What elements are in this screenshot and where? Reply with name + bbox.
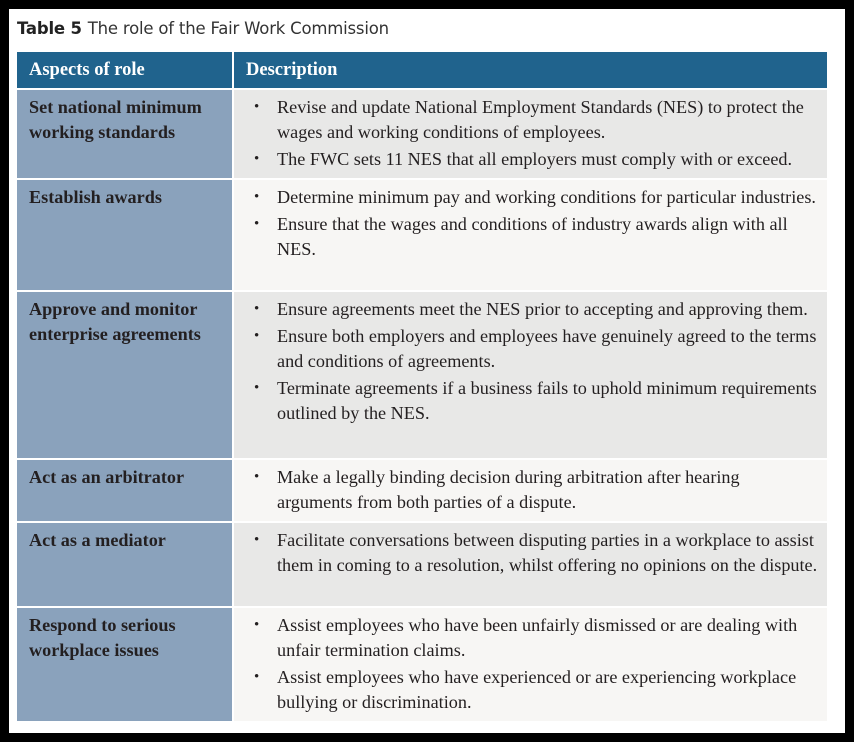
table-row	[17, 180, 827, 292]
list-item	[254, 185, 819, 210]
bullet-text: Assist employees who have been unfairly dismissed or are dealing with unfair termination claims.	[277, 615, 798, 660]
bullet-text: The FWC sets 11 NES that all employers must comply with or exceed.	[277, 149, 793, 169]
bullet-icon: •	[254, 151, 260, 167]
bullet-icon: •	[254, 669, 260, 685]
bullet-icon: •	[254, 99, 260, 115]
aspect-cell: Establish awards	[17, 180, 234, 292]
bullet-text: Ensure that the wages and conditions of industry awards align with all NES.	[277, 214, 788, 259]
header-description: Description	[234, 52, 827, 90]
bullet-text: Revise and update National Employment Standards (NES) to protect the wages and working conditions of employees.	[277, 97, 804, 142]
description-cell	[234, 292, 827, 460]
header-aspects-of-role: Aspects of role	[17, 52, 234, 90]
list-item	[254, 376, 819, 426]
aspect-cell: Approve and monitor enterprise agreements	[17, 292, 234, 460]
bullet-icon: •	[254, 469, 260, 485]
description-cell	[234, 523, 827, 608]
bullet-icon: •	[254, 189, 260, 205]
bullet-icon: •	[254, 380, 260, 396]
fwc-roles-table	[17, 52, 827, 723]
description-cell	[234, 460, 827, 523]
list-item	[254, 147, 819, 172]
bullet-icon: •	[254, 328, 260, 344]
table-number: Table 5	[17, 19, 82, 38]
bullet-text: Assist employees who have experienced or are experiencing workplace bullying or discrimination.	[277, 667, 797, 712]
list-item	[254, 665, 819, 715]
list-item	[254, 613, 819, 663]
description-cell	[234, 90, 827, 180]
list-item	[254, 297, 819, 322]
table-row	[17, 460, 827, 523]
table-row	[17, 292, 827, 460]
table-row	[17, 608, 827, 723]
bullet-text: Ensure agreements meet the NES prior to accepting and approving them.	[277, 299, 808, 319]
bullet-list	[254, 297, 819, 426]
bullet-list	[254, 95, 819, 172]
bullet-icon: •	[254, 617, 260, 633]
bullet-text: Ensure both employers and employees have genuinely agreed to the terms and conditions of agreements.	[277, 326, 817, 371]
table-caption	[17, 19, 389, 38]
bullet-list	[254, 465, 819, 515]
description-cell	[234, 608, 827, 723]
bullet-list	[254, 613, 819, 715]
table-title: The role of the Fair Work Commission	[87, 19, 389, 38]
bullet-list	[254, 185, 819, 262]
bullet-icon: •	[254, 532, 260, 548]
bullet-text: Determine minimum pay and working conditions for particular industries.	[277, 187, 816, 207]
list-item	[254, 212, 819, 262]
aspect-cell: Act as an arbitrator	[17, 460, 234, 523]
bullet-icon: •	[254, 301, 260, 317]
document-panel	[9, 9, 845, 733]
description-cell	[234, 180, 827, 292]
list-item	[254, 465, 819, 515]
list-item	[254, 324, 819, 374]
list-item	[254, 528, 819, 578]
bullet-text: Terminate agreements if a business fails to uphold minimum requirements outlined by the NES.	[277, 378, 817, 423]
aspect-cell: Act as a mediator	[17, 523, 234, 608]
table-row	[17, 523, 827, 608]
aspect-cell: Respond to serious workplace issues	[17, 608, 234, 723]
bullet-text: Facilitate conversations between disputing parties in a workplace to assist them in coming to a resolution, whilst offering no opinions on the dispute.	[277, 530, 818, 575]
aspect-cell: Set national minimum working standards	[17, 90, 234, 180]
table-row	[17, 90, 827, 180]
bullet-text: Make a legally binding decision during arbitration after hearing arguments from both parties of a dispute.	[277, 467, 740, 512]
bullet-icon: •	[254, 216, 260, 232]
table-header-row	[17, 52, 827, 90]
list-item	[254, 95, 819, 145]
bullet-list	[254, 528, 819, 578]
